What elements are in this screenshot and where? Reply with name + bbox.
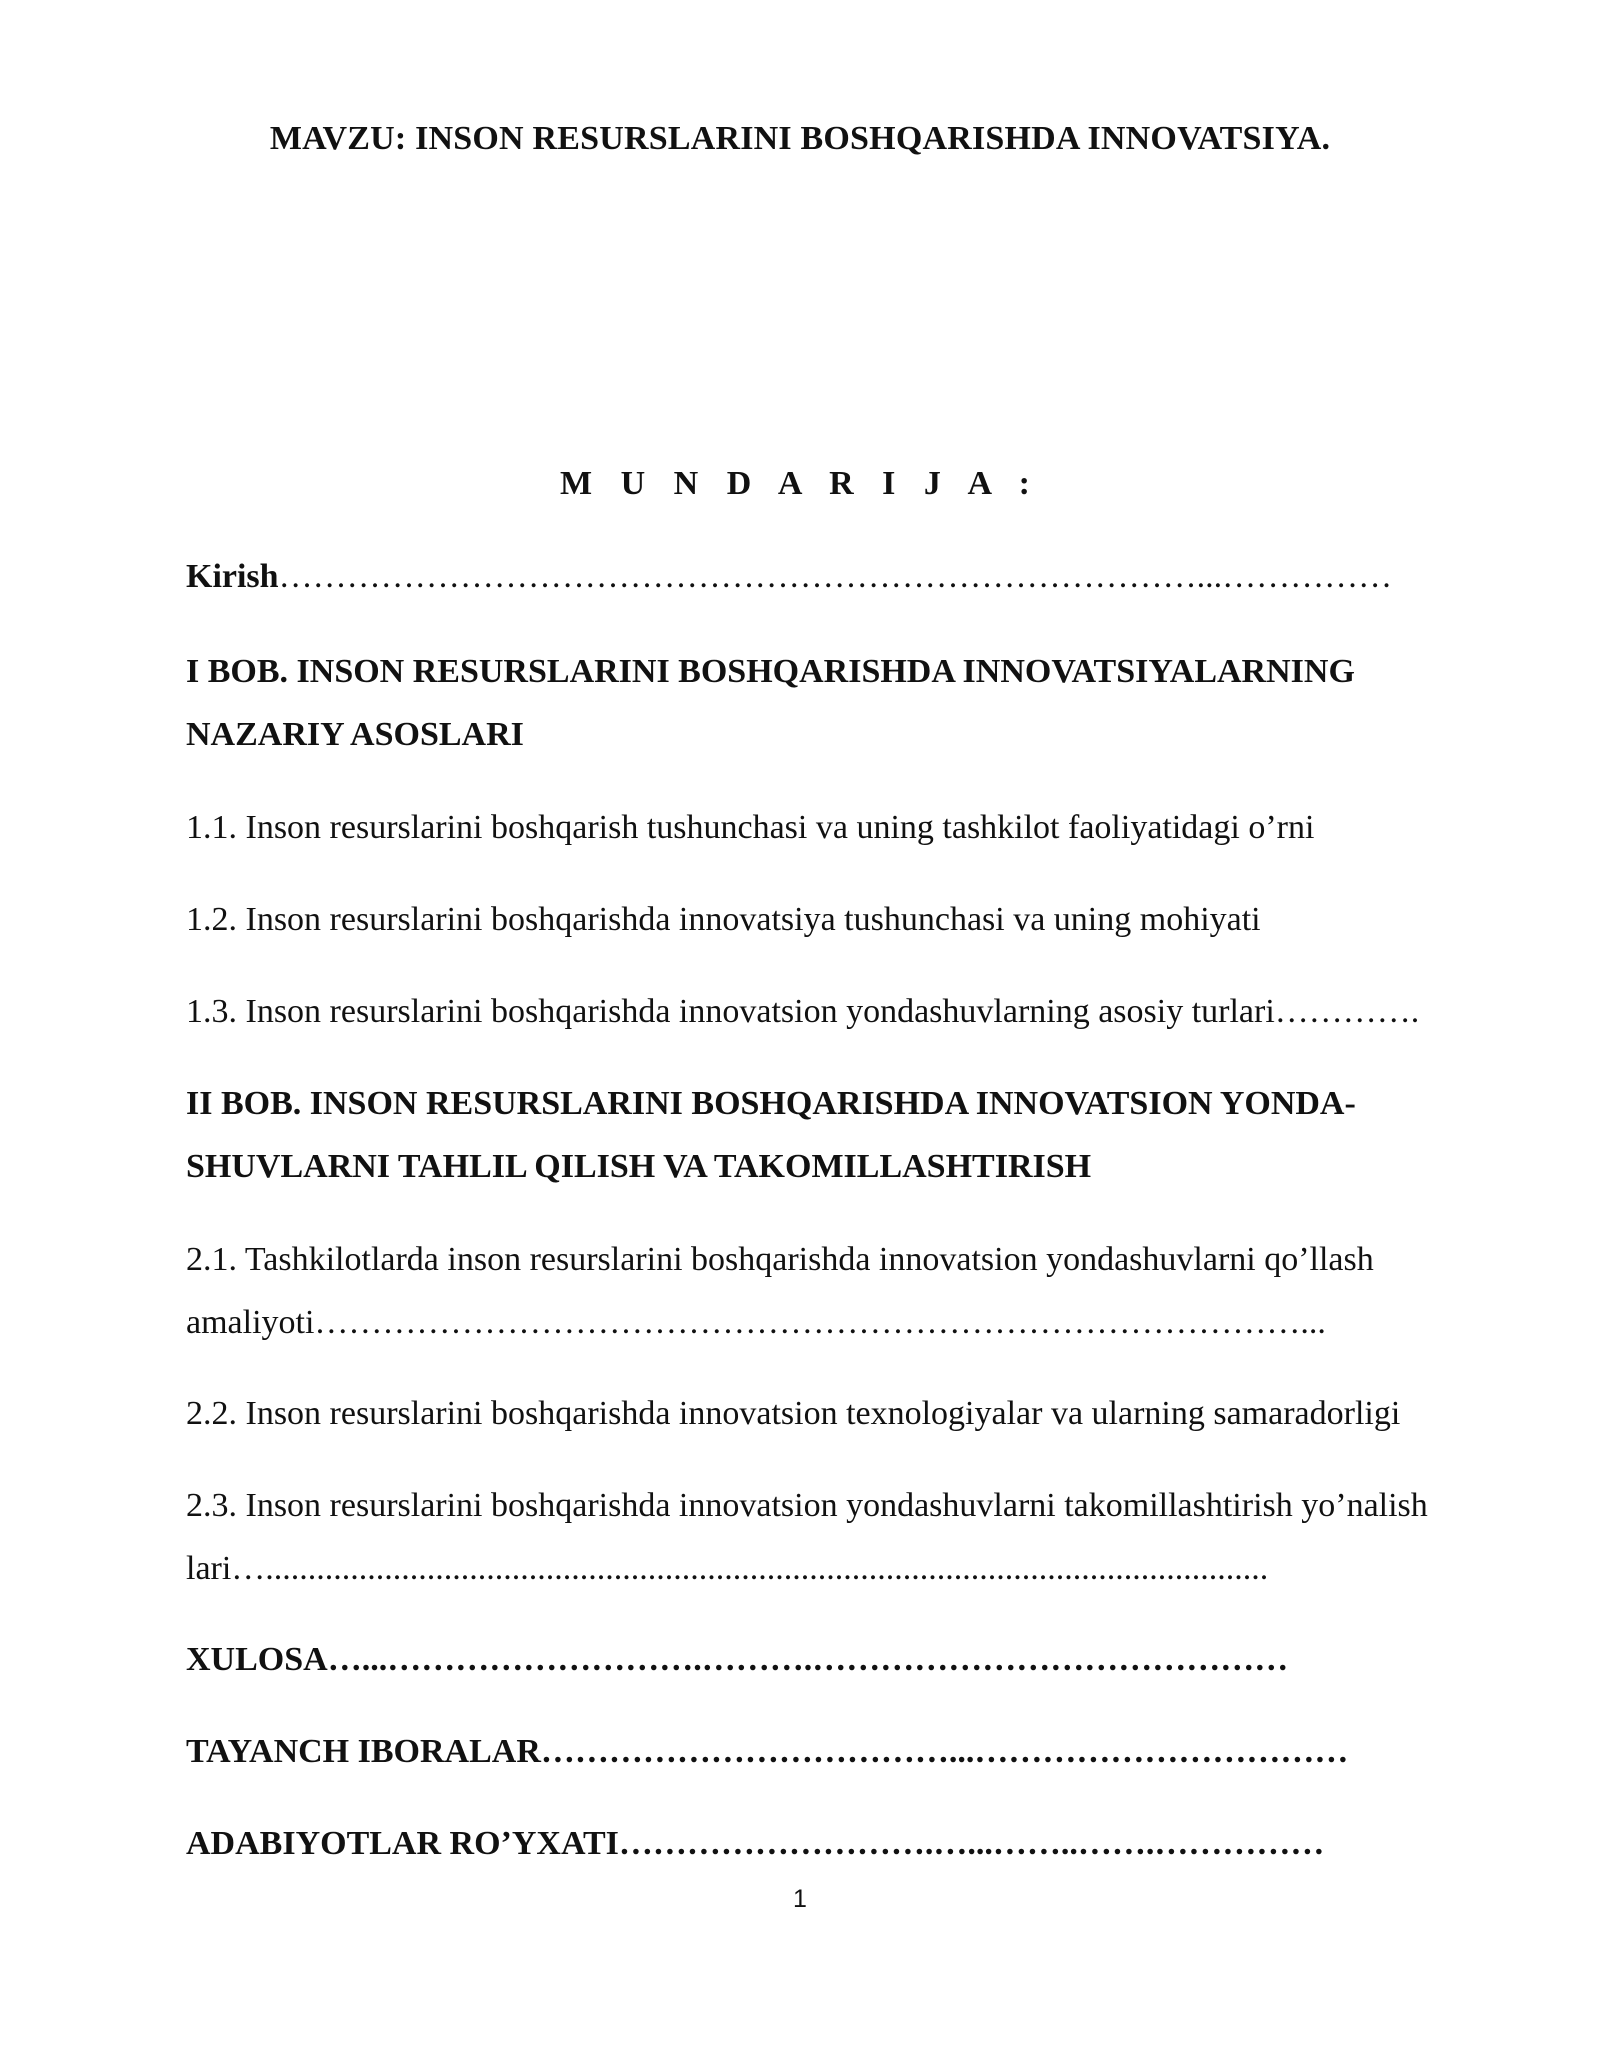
- toc-entry-1-1: [186, 796, 1526, 859]
- toc-entry-bibliography: [186, 1812, 1526, 1875]
- toc-entry-introduction: [186, 545, 1526, 608]
- toc-entry-1-2-text: 1.2. Inson resurslarini boshqarishda innovatsiya tushunchasi va uning mohiyati: [186, 901, 1261, 938]
- toc-entry-key-terms-text: TAYANCH IBORALAR………………………………...……………………………: [186, 1733, 1349, 1770]
- toc-entry-2-1: [186, 1228, 1526, 1354]
- toc-entry-introduction-dots: ………………………………………………………………………...……………: [278, 558, 1393, 595]
- toc-entry-chapter-1-line-2: NAZARIY ASOSLARI: [186, 716, 524, 753]
- toc-entry-1-1-text: 1.1. Inson resurslarini boshqarish tushunchasi va uning tashkilot faoliyatidagi o’rni: [186, 809, 1315, 846]
- toc-entry-2-3: [186, 1474, 1526, 1600]
- toc-entry-key-terms: [186, 1720, 1526, 1783]
- table-of-contents-title: M U N D A R I J A :: [560, 465, 1040, 502]
- toc-entry-2-1-line-2: amaliyoti……………………………………………………………………………...: [186, 1304, 1326, 1341]
- toc-entry-chapter-1: [186, 640, 1526, 766]
- toc-entry-1-2: [186, 888, 1526, 951]
- toc-entry-2-3-line-2: lari…......................................................................................................................: [186, 1550, 1269, 1587]
- toc-entry-2-2: [186, 1382, 1526, 1445]
- toc-entry-1-3: [186, 980, 1526, 1043]
- page-number: 1: [793, 1885, 807, 1913]
- toc-entry-bibliography-text: ADABIYOTLAR RO’YXATI……………………….…...……..…….……………: [186, 1825, 1325, 1862]
- topic-heading: MAVZU: INSON RESURSLARINI BOSHQARISHDA INNOVATSIYA.: [269, 120, 1331, 157]
- toc-entry-chapter-2: [186, 1072, 1526, 1198]
- toc-entry-conclusion-text: XULOSA…...……………………….……….……………………………………: [186, 1641, 1289, 1678]
- toc-entry-introduction-label: Kirish: [186, 558, 279, 595]
- toc-entry-chapter-2-line-2: SHUVLARNI TAHLIL QILISH VA TAKOMILLASHTIRISH: [186, 1148, 1092, 1185]
- toc-entry-conclusion: [186, 1628, 1526, 1691]
- toc-entry-2-1-line-1: 2.1. Tashkilotlarda inson resurslarini boshqarishda innovatsion yondashuvlarni qo’llash: [186, 1241, 1374, 1278]
- toc-entry-chapter-2-line-1: II BOB. INSON RESURSLARINI BOSHQARISHDA INNOVATSION YONDA-: [186, 1085, 1356, 1122]
- toc-entry-1-3-text: 1.3. Inson resurslarini boshqarishda innovatsion yondashuvlarning asosiy turlari………….: [186, 993, 1420, 1030]
- toc-entry-2-3-line-1: 2.3. Inson resurslarini boshqarishda innovatsion yondashuvlarni takomillashtirish yo’nalish: [186, 1487, 1428, 1524]
- toc-entry-chapter-1-line-1: I BOB. INSON RESURSLARINI BOSHQARISHDA INNOVATSIYALARNING: [186, 653, 1355, 690]
- toc-entry-2-2-text: 2.2. Inson resurslarini boshqarishda innovatsion texnologiyalar va ularning samaradorligi: [186, 1395, 1401, 1432]
